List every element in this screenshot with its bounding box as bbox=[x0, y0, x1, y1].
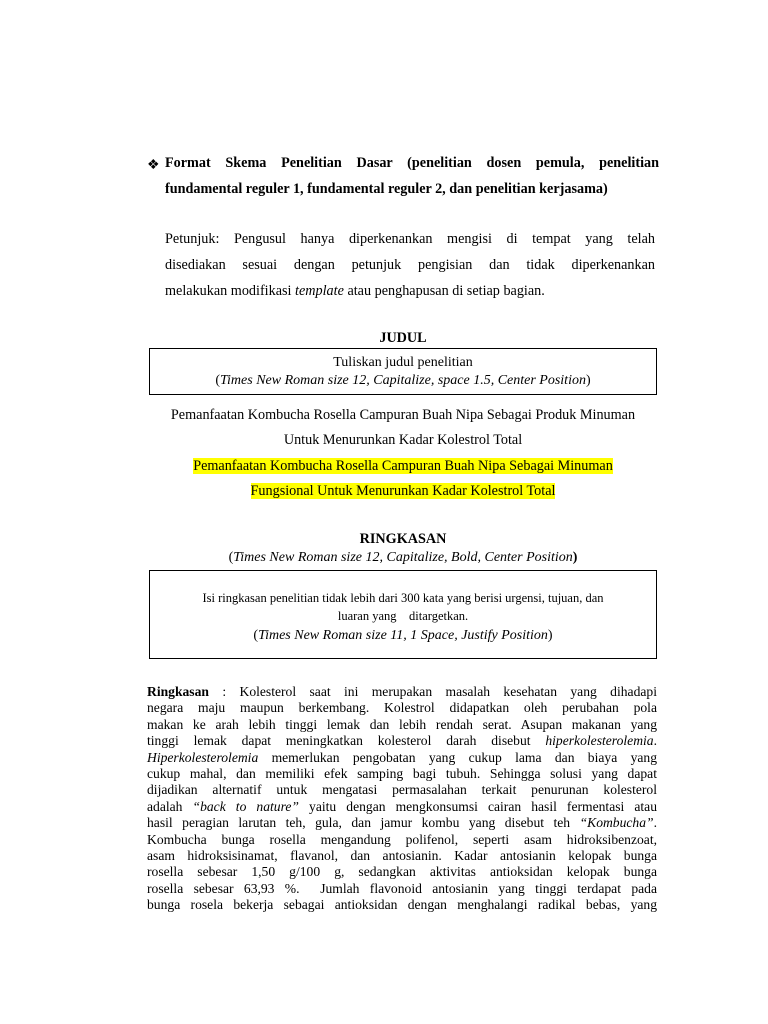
abstract-line: dijadikan alternatif untuk mengatasi permasalahan terkait penurunan kolesterol bbox=[147, 782, 657, 798]
ringkasan-box-text: luaran yang ditargetkan. bbox=[337, 609, 469, 623]
abstract-line: cukup mahal, dan memiliki efek samping bagi tubuh. Sehingga solusi yang dapat bbox=[147, 766, 657, 782]
ringkasan-box-text: Isi ringkasan penelitian tidak lebih dari 300 kata yang berisi urgensi, tujuan, dan bbox=[202, 591, 604, 605]
abstract-line: makan ke arah lebih tinggi lemak dan lebih rendah serat. Asupan makanan yang bbox=[147, 716, 657, 732]
research-title-line: Untuk Menurunkan Kadar Kolestrol Total bbox=[283, 432, 523, 448]
research-title-original bbox=[140, 403, 666, 453]
abstract-paragraph bbox=[147, 684, 657, 914]
abstract-line: asam hidroksisinamat, flavanol, dan antosianin. Kadar antosianin kelopak bunga bbox=[147, 848, 657, 864]
abstract-line: tinggi lemak dapat meningkatkan kolesterol darah disebut hiperkolesterolemia. bbox=[147, 733, 657, 749]
abstract-line: hasil peragian larutan teh, gula, dan jamur kombu yang disebut teh “Kombucha”. bbox=[147, 815, 657, 831]
abstract-line: Hiperkolesterolemia memerlukan pengobatan yang cukup lama dan biaya yang bbox=[147, 749, 657, 765]
abstract-line: bunga rosela bekerja sebagai antioksidan dengan menghalangi radikal bebas, yang bbox=[147, 897, 657, 913]
abstract-line: adalah “back to nature” yaitu dengan mengkonsumsi cairan hasil fermentasi atau bbox=[147, 798, 657, 814]
abstract-line: rosella sebesar 1,50 g/100 g, sedangkan aktivitas antioksidan kelopak bunga bbox=[147, 864, 657, 880]
research-title-line: Pemanfaatan Kombucha Rosella Campuran Buah Nipa Sebagai Produk Minuman bbox=[170, 407, 636, 423]
ringkasan-box-format: (Times New Roman size 11, 1 Space, Justify Position) bbox=[253, 628, 553, 643]
instruction-paragraph bbox=[165, 226, 655, 304]
research-title-revised bbox=[140, 454, 666, 504]
instruction-line: disediakan sesuai dengan petunjuk pengisian dan tidak diperkenankan bbox=[165, 257, 655, 273]
ringkasan-heading: RINGKASAN bbox=[359, 531, 447, 547]
diamond-bullet-icon: ❖ bbox=[147, 158, 160, 173]
abstract-label: Ringkasan bbox=[147, 684, 209, 699]
ringkasan-format-note: (Times New Roman size 12, Capitalize, Bold, Center Position) bbox=[228, 550, 578, 565]
ringkasan-instruction-box bbox=[149, 570, 657, 659]
template-word: template bbox=[295, 283, 344, 299]
section-heading bbox=[147, 150, 659, 202]
abstract-line: Ringkasan : Kolesterol saat ini merupakan masalah kesehatan yang dihadapi bbox=[147, 684, 657, 699]
highlighted-title-line: Fungsional Untuk Menurunkan Kadar Kolestrol Total bbox=[250, 483, 556, 499]
instruction-line: Petunjuk: Pengusul hanya diperkenankan mengisi di tempat yang telah bbox=[165, 231, 655, 247]
section-heading-text: Format Skema Penelitian Dasar (penelitian dosen pemula, penelitian fundamental reguler 1, fundamental reguler 2, dan penelitian kerjasama) bbox=[165, 155, 659, 197]
judul-instruction-box bbox=[149, 348, 657, 395]
highlighted-title-line: Pemanfaatan Kombucha Rosella Campuran Buah Nipa Sebagai Minuman bbox=[193, 458, 613, 474]
judul-box-text: Tuliskan judul penelitian bbox=[333, 355, 473, 370]
abstract-line: negara maju maupun berkembang. Kolestrol didapatkan oleh perubahan pola bbox=[147, 700, 657, 716]
judul-heading: JUDUL bbox=[379, 330, 427, 346]
abstract-line: rosella sebesar 63,93 %. Jumlah flavonoid antosianin yang tinggi terdapat pada bbox=[147, 880, 657, 896]
instruction-line: melakukan modifikasi template atau penghapusan di setiap bagian. bbox=[165, 283, 545, 299]
abstract-line: Kombucha bunga rosella mengandung polifenol, seperti asam hidroksibenzoat, bbox=[147, 831, 657, 847]
judul-box-format: (Times New Roman size 12, Capitalize, space 1.5, Center Position) bbox=[215, 373, 591, 388]
